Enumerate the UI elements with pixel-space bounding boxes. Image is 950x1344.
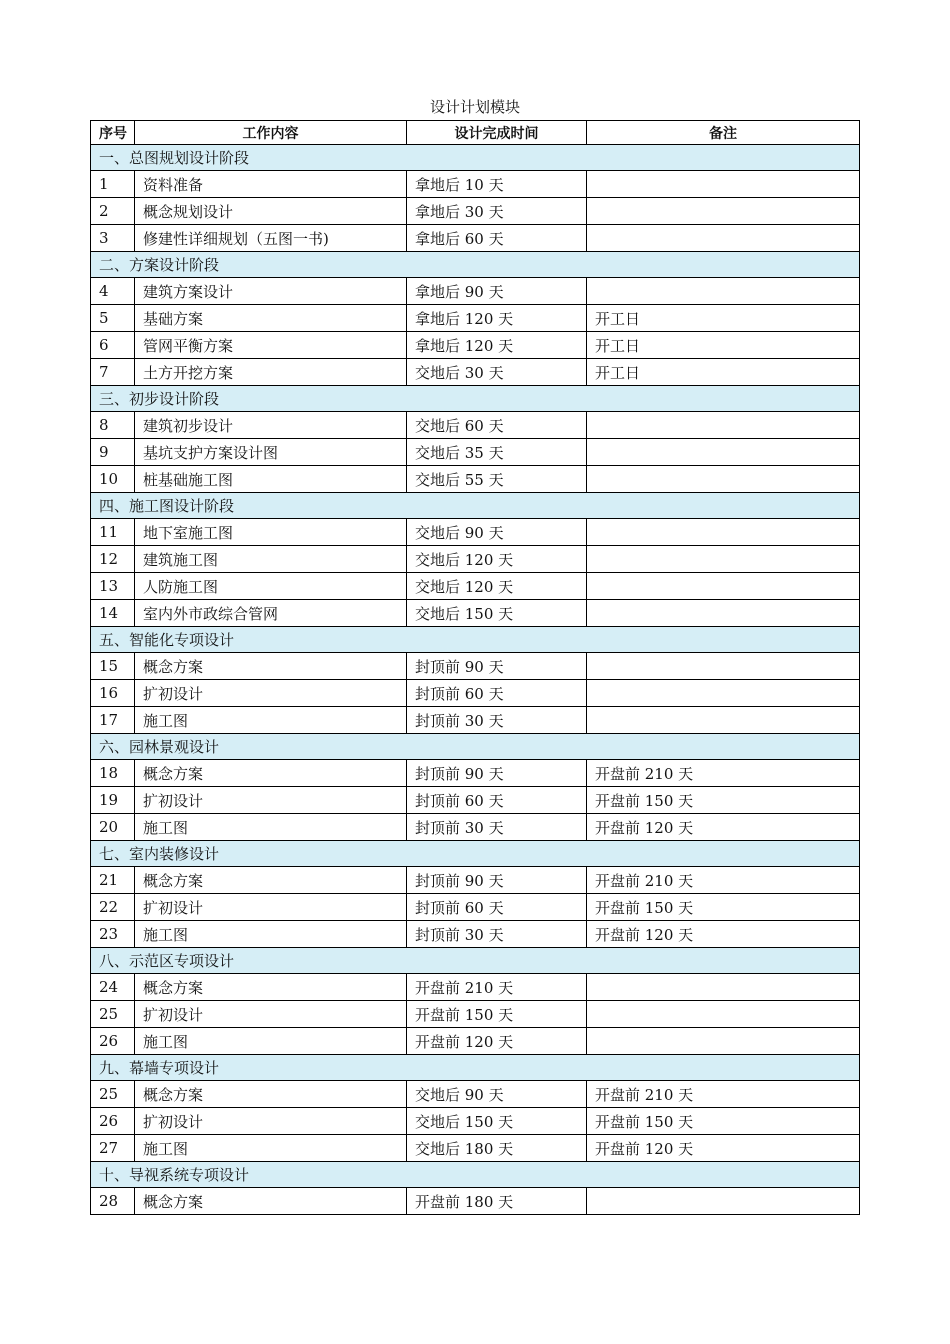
table-row	[91, 1188, 860, 1215]
table-row	[91, 814, 860, 841]
cell-note	[587, 225, 860, 252]
cell-note	[587, 546, 860, 573]
cell-time: 封顶前 30 天	[407, 814, 587, 841]
cell-seq: 14	[91, 600, 135, 627]
table-row	[91, 305, 860, 332]
cell-work: 施工图	[135, 1135, 407, 1162]
cell-time: 交地后 150 天	[407, 1108, 587, 1135]
cell-time: 交地后 150 天	[407, 600, 587, 627]
cell-note	[587, 573, 860, 600]
cell-note: 开盘前 120 天	[587, 814, 860, 841]
cell-seq: 20	[91, 814, 135, 841]
cell-seq: 26	[91, 1108, 135, 1135]
cell-seq: 16	[91, 680, 135, 707]
cell-seq: 25	[91, 1001, 135, 1028]
cell-seq: 27	[91, 1135, 135, 1162]
cell-time: 交地后 30 天	[407, 359, 587, 386]
cell-time: 交地后 90 天	[407, 1081, 587, 1108]
section-label: 七、室内装修设计	[91, 841, 860, 867]
section-label: 五、智能化专项设计	[91, 627, 860, 653]
cell-note	[587, 1028, 860, 1055]
cell-time: 封顶前 60 天	[407, 680, 587, 707]
section-label: 三、初步设计阶段	[91, 386, 860, 412]
cell-time: 拿地后 60 天	[407, 225, 587, 252]
table-row	[91, 225, 860, 252]
section-label: 二、方案设计阶段	[91, 252, 860, 278]
cell-time: 开盘前 120 天	[407, 1028, 587, 1055]
table-row	[91, 198, 860, 225]
cell-seq: 8	[91, 412, 135, 439]
section-row	[91, 841, 860, 867]
cell-time: 封顶前 60 天	[407, 894, 587, 921]
table-row	[91, 359, 860, 386]
cell-work: 土方开挖方案	[135, 359, 407, 386]
table-row	[91, 680, 860, 707]
cell-seq: 21	[91, 867, 135, 894]
cell-note	[587, 974, 860, 1001]
cell-note	[587, 600, 860, 627]
table-row	[91, 519, 860, 546]
cell-note: 开盘前 210 天	[587, 1081, 860, 1108]
cell-work: 扩初设计	[135, 1108, 407, 1135]
cell-time: 封顶前 30 天	[407, 921, 587, 948]
section-row	[91, 252, 860, 278]
cell-work: 扩初设计	[135, 1001, 407, 1028]
section-row	[91, 145, 860, 171]
cell-note: 开工日	[587, 359, 860, 386]
cell-time: 交地后 120 天	[407, 546, 587, 573]
cell-work: 桩基础施工图	[135, 466, 407, 493]
cell-note	[587, 278, 860, 305]
table-row	[91, 921, 860, 948]
document-title: 设计计划模块	[429, 98, 520, 116]
table-row	[91, 466, 860, 493]
cell-work: 地下室施工图	[135, 519, 407, 546]
cell-note: 开盘前 210 天	[587, 867, 860, 894]
cell-seq: 25	[91, 1081, 135, 1108]
cell-time: 拿地后 120 天	[407, 332, 587, 359]
cell-work: 扩初设计	[135, 680, 407, 707]
table-row	[91, 171, 860, 198]
header-work: 工作内容	[135, 121, 407, 145]
table-row	[91, 974, 860, 1001]
table-row	[91, 1135, 860, 1162]
cell-seq: 26	[91, 1028, 135, 1055]
cell-seq: 19	[91, 787, 135, 814]
cell-time: 封顶前 60 天	[407, 787, 587, 814]
cell-work: 建筑方案设计	[135, 278, 407, 305]
section-label: 九、幕墙专项设计	[91, 1055, 860, 1081]
cell-note	[587, 412, 860, 439]
table-header-row	[91, 121, 860, 145]
cell-note	[587, 519, 860, 546]
cell-time: 拿地后 10 天	[407, 171, 587, 198]
cell-work: 建筑施工图	[135, 546, 407, 573]
cell-time: 开盘前 150 天	[407, 1001, 587, 1028]
section-row	[91, 948, 860, 974]
table-row	[91, 707, 860, 734]
cell-seq: 1	[91, 171, 135, 198]
cell-work: 概念方案	[135, 1081, 407, 1108]
table-row	[91, 332, 860, 359]
section-row	[91, 1055, 860, 1081]
cell-note	[587, 1188, 860, 1215]
cell-note	[587, 680, 860, 707]
table-row	[91, 1108, 860, 1135]
header-seq: 序号	[91, 121, 135, 145]
cell-note: 开盘前 150 天	[587, 1108, 860, 1135]
cell-seq: 9	[91, 439, 135, 466]
cell-seq: 28	[91, 1188, 135, 1215]
cell-work: 建筑初步设计	[135, 412, 407, 439]
cell-work: 概念方案	[135, 1188, 407, 1215]
cell-work: 扩初设计	[135, 894, 407, 921]
table-row	[91, 600, 860, 627]
header-note: 备注	[587, 121, 860, 145]
cell-seq: 12	[91, 546, 135, 573]
section-label: 八、示范区专项设计	[91, 948, 860, 974]
cell-note	[587, 653, 860, 680]
cell-seq: 23	[91, 921, 135, 948]
cell-seq: 6	[91, 332, 135, 359]
table-row	[91, 867, 860, 894]
section-row	[91, 386, 860, 412]
cell-work: 概念方案	[135, 760, 407, 787]
section-row	[91, 493, 860, 519]
cell-time: 交地后 180 天	[407, 1135, 587, 1162]
cell-seq: 24	[91, 974, 135, 1001]
header-time: 设计完成时间	[407, 121, 587, 145]
cell-note	[587, 171, 860, 198]
cell-work: 资料准备	[135, 171, 407, 198]
table-row	[91, 1081, 860, 1108]
cell-time: 封顶前 90 天	[407, 867, 587, 894]
table-row	[91, 278, 860, 305]
cell-work: 扩初设计	[135, 787, 407, 814]
section-label: 六、园林景观设计	[91, 734, 860, 760]
cell-time: 交地后 120 天	[407, 573, 587, 600]
cell-work: 概念方案	[135, 867, 407, 894]
section-row	[91, 1162, 860, 1188]
cell-work: 施工图	[135, 1028, 407, 1055]
cell-seq: 22	[91, 894, 135, 921]
cell-time: 交地后 90 天	[407, 519, 587, 546]
cell-note	[587, 198, 860, 225]
cell-time: 封顶前 30 天	[407, 707, 587, 734]
table-body	[91, 145, 860, 1215]
cell-note: 开工日	[587, 332, 860, 359]
table-row	[91, 787, 860, 814]
cell-seq: 7	[91, 359, 135, 386]
cell-note: 开盘前 210 天	[587, 760, 860, 787]
cell-time: 交地后 60 天	[407, 412, 587, 439]
cell-time: 开盘前 210 天	[407, 974, 587, 1001]
cell-note: 开盘前 120 天	[587, 1135, 860, 1162]
cell-note: 开工日	[587, 305, 860, 332]
section-label: 四、施工图设计阶段	[91, 493, 860, 519]
cell-time: 封顶前 90 天	[407, 760, 587, 787]
cell-seq: 4	[91, 278, 135, 305]
cell-time: 交地后 55 天	[407, 466, 587, 493]
cell-note	[587, 466, 860, 493]
cell-note	[587, 707, 860, 734]
cell-note	[587, 439, 860, 466]
cell-time: 拿地后 30 天	[407, 198, 587, 225]
cell-seq: 15	[91, 653, 135, 680]
table-row	[91, 894, 860, 921]
cell-seq: 10	[91, 466, 135, 493]
section-row	[91, 627, 860, 653]
cell-seq: 2	[91, 198, 135, 225]
table-row	[91, 573, 860, 600]
cell-work: 管网平衡方案	[135, 332, 407, 359]
table-row	[91, 760, 860, 787]
cell-work: 概念方案	[135, 653, 407, 680]
cell-work: 修建性详细规划（五图一书)	[135, 225, 407, 252]
cell-work: 施工图	[135, 814, 407, 841]
cell-seq: 11	[91, 519, 135, 546]
cell-work: 基坑支护方案设计图	[135, 439, 407, 466]
section-label: 一、总图规划设计阶段	[91, 145, 860, 171]
cell-seq: 17	[91, 707, 135, 734]
cell-seq: 3	[91, 225, 135, 252]
cell-time: 拿地后 90 天	[407, 278, 587, 305]
design-plan-table	[90, 120, 860, 1215]
cell-work: 施工图	[135, 921, 407, 948]
cell-note: 开盘前 150 天	[587, 787, 860, 814]
cell-time: 开盘前 180 天	[407, 1188, 587, 1215]
cell-seq: 18	[91, 760, 135, 787]
cell-time: 封顶前 90 天	[407, 653, 587, 680]
cell-note: 开盘前 120 天	[587, 921, 860, 948]
cell-time: 拿地后 120 天	[407, 305, 587, 332]
table-row	[91, 1001, 860, 1028]
cell-work: 施工图	[135, 707, 407, 734]
cell-seq: 13	[91, 573, 135, 600]
table-row	[91, 1028, 860, 1055]
cell-work: 基础方案	[135, 305, 407, 332]
cell-seq: 5	[91, 305, 135, 332]
cell-work: 概念方案	[135, 974, 407, 1001]
table-row	[91, 439, 860, 466]
table-row	[91, 412, 860, 439]
cell-note: 开盘前 150 天	[587, 894, 860, 921]
section-label: 十、导视系统专项设计	[91, 1162, 860, 1188]
cell-note	[587, 1001, 860, 1028]
cell-work: 室内外市政综合管网	[135, 600, 407, 627]
table-row	[91, 653, 860, 680]
cell-work: 人防施工图	[135, 573, 407, 600]
table-row	[91, 546, 860, 573]
cell-work: 概念规划设计	[135, 198, 407, 225]
cell-time: 交地后 35 天	[407, 439, 587, 466]
section-row	[91, 734, 860, 760]
